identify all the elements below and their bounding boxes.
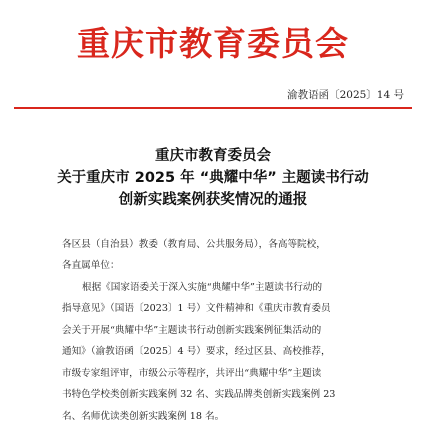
paragraph-line: 根据《国家语委关于深入实施“典耀中华”主题读书行动的 bbox=[82, 282, 323, 293]
document-title-line-2: 关于重庆市 2025 年 “典耀中华” 主题读书行动 bbox=[57, 170, 369, 186]
document-title-line-1: 重庆市教育委员会 bbox=[155, 148, 271, 164]
addressee-line-2: 各直属单位： bbox=[62, 260, 120, 271]
paragraph-line: 会关于开展“典耀中华”主题读书行动创新实践案例征集活动的 bbox=[62, 325, 322, 336]
paragraph-line: 指导意见》（国语〔2023〕1 号）文件精神和《重庆市教育委员 bbox=[62, 303, 331, 314]
addressee-line-1: 各区县（自治县）教委（教育局、公共服务局），各高等院校， bbox=[62, 239, 326, 250]
red-divider-rule bbox=[14, 107, 412, 109]
document-number: 渝教语函〔2025〕14 号 bbox=[287, 89, 404, 101]
paragraph-line: 书特色学校类创新实践案例 32 名、实践品牌类创新实践案例 23 bbox=[62, 389, 336, 400]
document-title-line-3: 创新实践案例获奖情况的通报 bbox=[118, 192, 308, 208]
paragraph-line: 市级专家组评审，市级公示等程序，共评出“典耀中华”主题读 bbox=[62, 368, 322, 379]
paragraph-line: 通知》（渝教语函〔2025〕4 号）要求，经过区县、高校推荐， bbox=[62, 346, 331, 357]
org-letterhead-title: 重庆市教育委员会 bbox=[77, 24, 349, 63]
paragraph-line: 名、名师优读类创新实践案例 18 名。 bbox=[62, 411, 225, 422]
